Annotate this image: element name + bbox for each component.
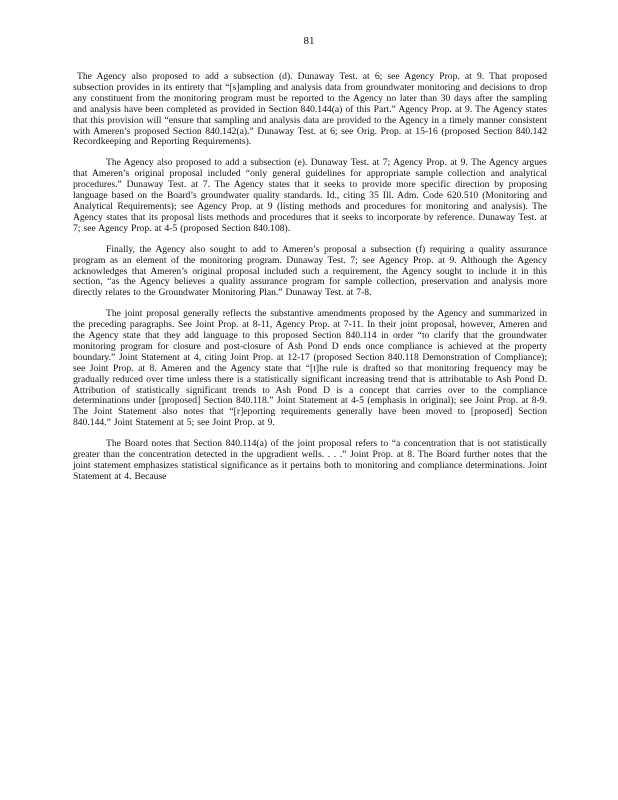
paragraph-subsection-f: Finally, the Agency also sought to add to Ameren’s proposal a subsection (f) requiring a quality assurance program as an element of the monitoring program. Dunaway Test. 7; see Agency Prop. at 9. Although the Agency acknowledges that Ameren’s original proposal included such a requirement, the Agency sought to include it in this section, “as the Agency believes a quality assurance program for sample collection, preservation and analysis more directly relates to the Groundwater Monitoring Plan.” Dunaway Test. at 7-8. [73, 243, 547, 299]
body-text [73, 72, 547, 493]
page-number: 81 [303, 35, 315, 47]
paragraph-joint-proposal: The joint proposal generally reflects the substantive amendments proposed by the Agency and summarized in the preceding paragraphs. See Joint Prop. at 8-11, Agency Prop. at 7-11. In their joint proposal, however, Ameren and the Agency state that they add language to this proposed Section 840.114 in order “to clarify that the groundwater monitoring program for closure and post-closure of Ash Pond D ends once compliance is achieved at the property boundary.” Joint Statement at 4, citing Joint Prop. at 12-17 (proposed Section 840.118 Demonstration of Compliance); see Joint Prop. at 8. Ameren and the Agency state that “[t]he rule is drafted so that monitoring frequency may be gradually reduced over time unless there is a statistically significant increasing trend that is attributable to Ash Pond D. Attribution of statistically significant trends to Ash Pond D is a concept that carries over to the compliance determinations under [proposed] Section 840.118.” Joint Statement at 4-5 (emphasis in original); see Joint Prop. at 8-9. The Joint Statement also notes that “[r]eporting requirements generally have been moved to [proposed] Section 840.144.” Joint Statement at 5; see Joint Prop. at 9. [73, 308, 547, 429]
paragraph-board-notes: The Board notes that Section 840.114(a) of the joint proposal refers to “a concentration that is not statistically greater than the concentration detected in the upgradient wells. . . .” Joint Prop. at 8. The Board further notes that the joint statement emphasizes statistical significance as it pertains both to monitoring and compliance determinations. Joint Statement at 4. Because [73, 438, 547, 482]
paragraph-subsection-d: The Agency also proposed to add a subsection (d). Dunaway Test. at 6; see Agency Prop. at 9. That proposed subsection provides in its entirety that “[s]ampling and analysis data from groundwater monitoring and decisions to drop any constituent from the monitoring program must be reported to the Agency no later than 30 days after the sampling and analysis have been completed as provided in Section 840.144(a) of this Part.” Agency Prop. at 9. The Agency states that this provision will “ensure that sampling and analysis data are provided to the Agency in a timely manner consistent with Ameren’s proposed Section 840.142(a).” Dunaway Test. at 6; see Orig. Prop. at 15-16 (proposed Section 840.142 Recordkeeping and Reporting Requirements). [73, 71, 547, 148]
paragraph-subsection-e: The Agency also proposed to add a subsection (e). Dunaway Test. at 7; Agency Prop. at 9. The Agency argues that Ameren’s original proposal included “only general guidelines for appropriate sample collection and analytical procedures.” Dunaway Test. at 7. The Agency states that it seeks to provide more specific direction by proposing language based on the Board’s groundwater quality standards. Id., citing 35 Ill. Adm. Code 620.510 (Monitoring and Analytical Requirements); see Agency Prop. at 9 (listing methods and procedures for monitoring and analysis). The Agency states that its proposal lists methods and procedures that it seeks to incorporate by reference. Dunaway Test. at 7; see Agency Prop. at 4-5 (proposed Section 840.108). [73, 157, 547, 234]
